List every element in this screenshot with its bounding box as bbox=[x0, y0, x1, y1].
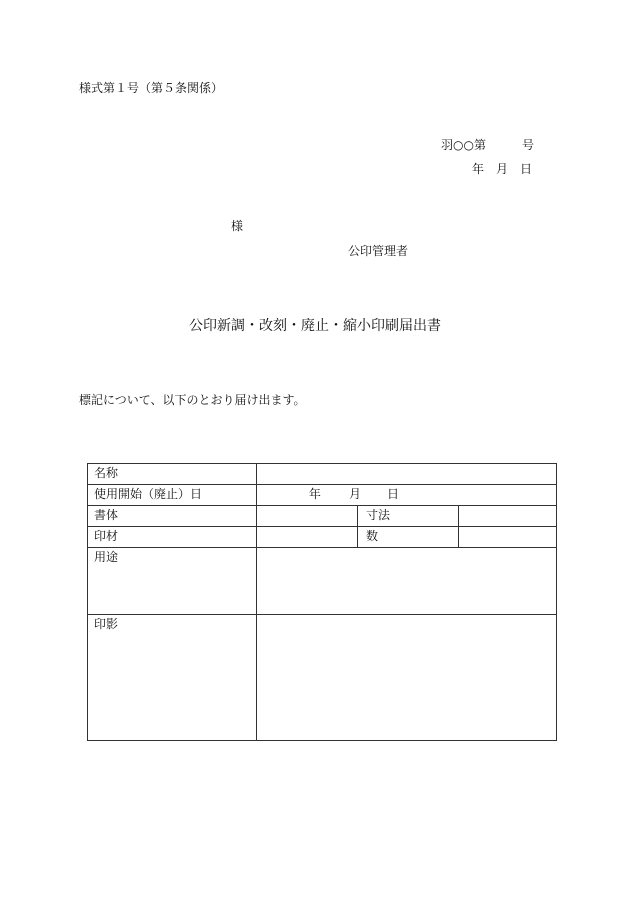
table-row bbox=[88, 506, 557, 527]
issuer: 公印管理者 bbox=[348, 244, 409, 258]
name-label: 名称 bbox=[88, 464, 257, 485]
start-date-value bbox=[256, 485, 556, 506]
document-date: 年 月 日 bbox=[471, 162, 532, 176]
material-label: 印材 bbox=[88, 527, 257, 548]
font-value bbox=[256, 506, 357, 527]
document-number: 羽○○第 号 bbox=[441, 138, 534, 152]
impression-value bbox=[256, 615, 556, 741]
table-row bbox=[88, 485, 557, 506]
addressee-honorific: 様 bbox=[231, 219, 244, 233]
impression-label: 印影 bbox=[88, 615, 257, 741]
size-value bbox=[459, 506, 557, 527]
table-row bbox=[88, 464, 557, 485]
form-label: 様式第１号（第５条関係） bbox=[79, 81, 224, 95]
purpose-value bbox=[256, 548, 556, 615]
name-value bbox=[256, 464, 556, 485]
table-row bbox=[88, 527, 557, 548]
date-year: 年 bbox=[308, 487, 321, 501]
font-label: 書体 bbox=[88, 506, 257, 527]
notification-form-table bbox=[87, 463, 557, 741]
date-day: 日 bbox=[386, 487, 399, 501]
date-month: 月 bbox=[348, 487, 361, 501]
intro-text: 標記について、以下のとおり届け出ます。 bbox=[79, 393, 306, 407]
purpose-label: 用途 bbox=[88, 548, 257, 615]
table-row bbox=[88, 615, 557, 741]
document-title: 公印新調・改刻・廃止・縮小印刷届出書 bbox=[189, 318, 441, 334]
material-value bbox=[256, 527, 357, 548]
start-date-label: 使用開始（廃止）日 bbox=[88, 485, 257, 506]
count-value bbox=[459, 527, 557, 548]
table-row bbox=[88, 548, 557, 615]
size-label: 寸法 bbox=[358, 506, 459, 527]
count-label: 数 bbox=[358, 527, 459, 548]
